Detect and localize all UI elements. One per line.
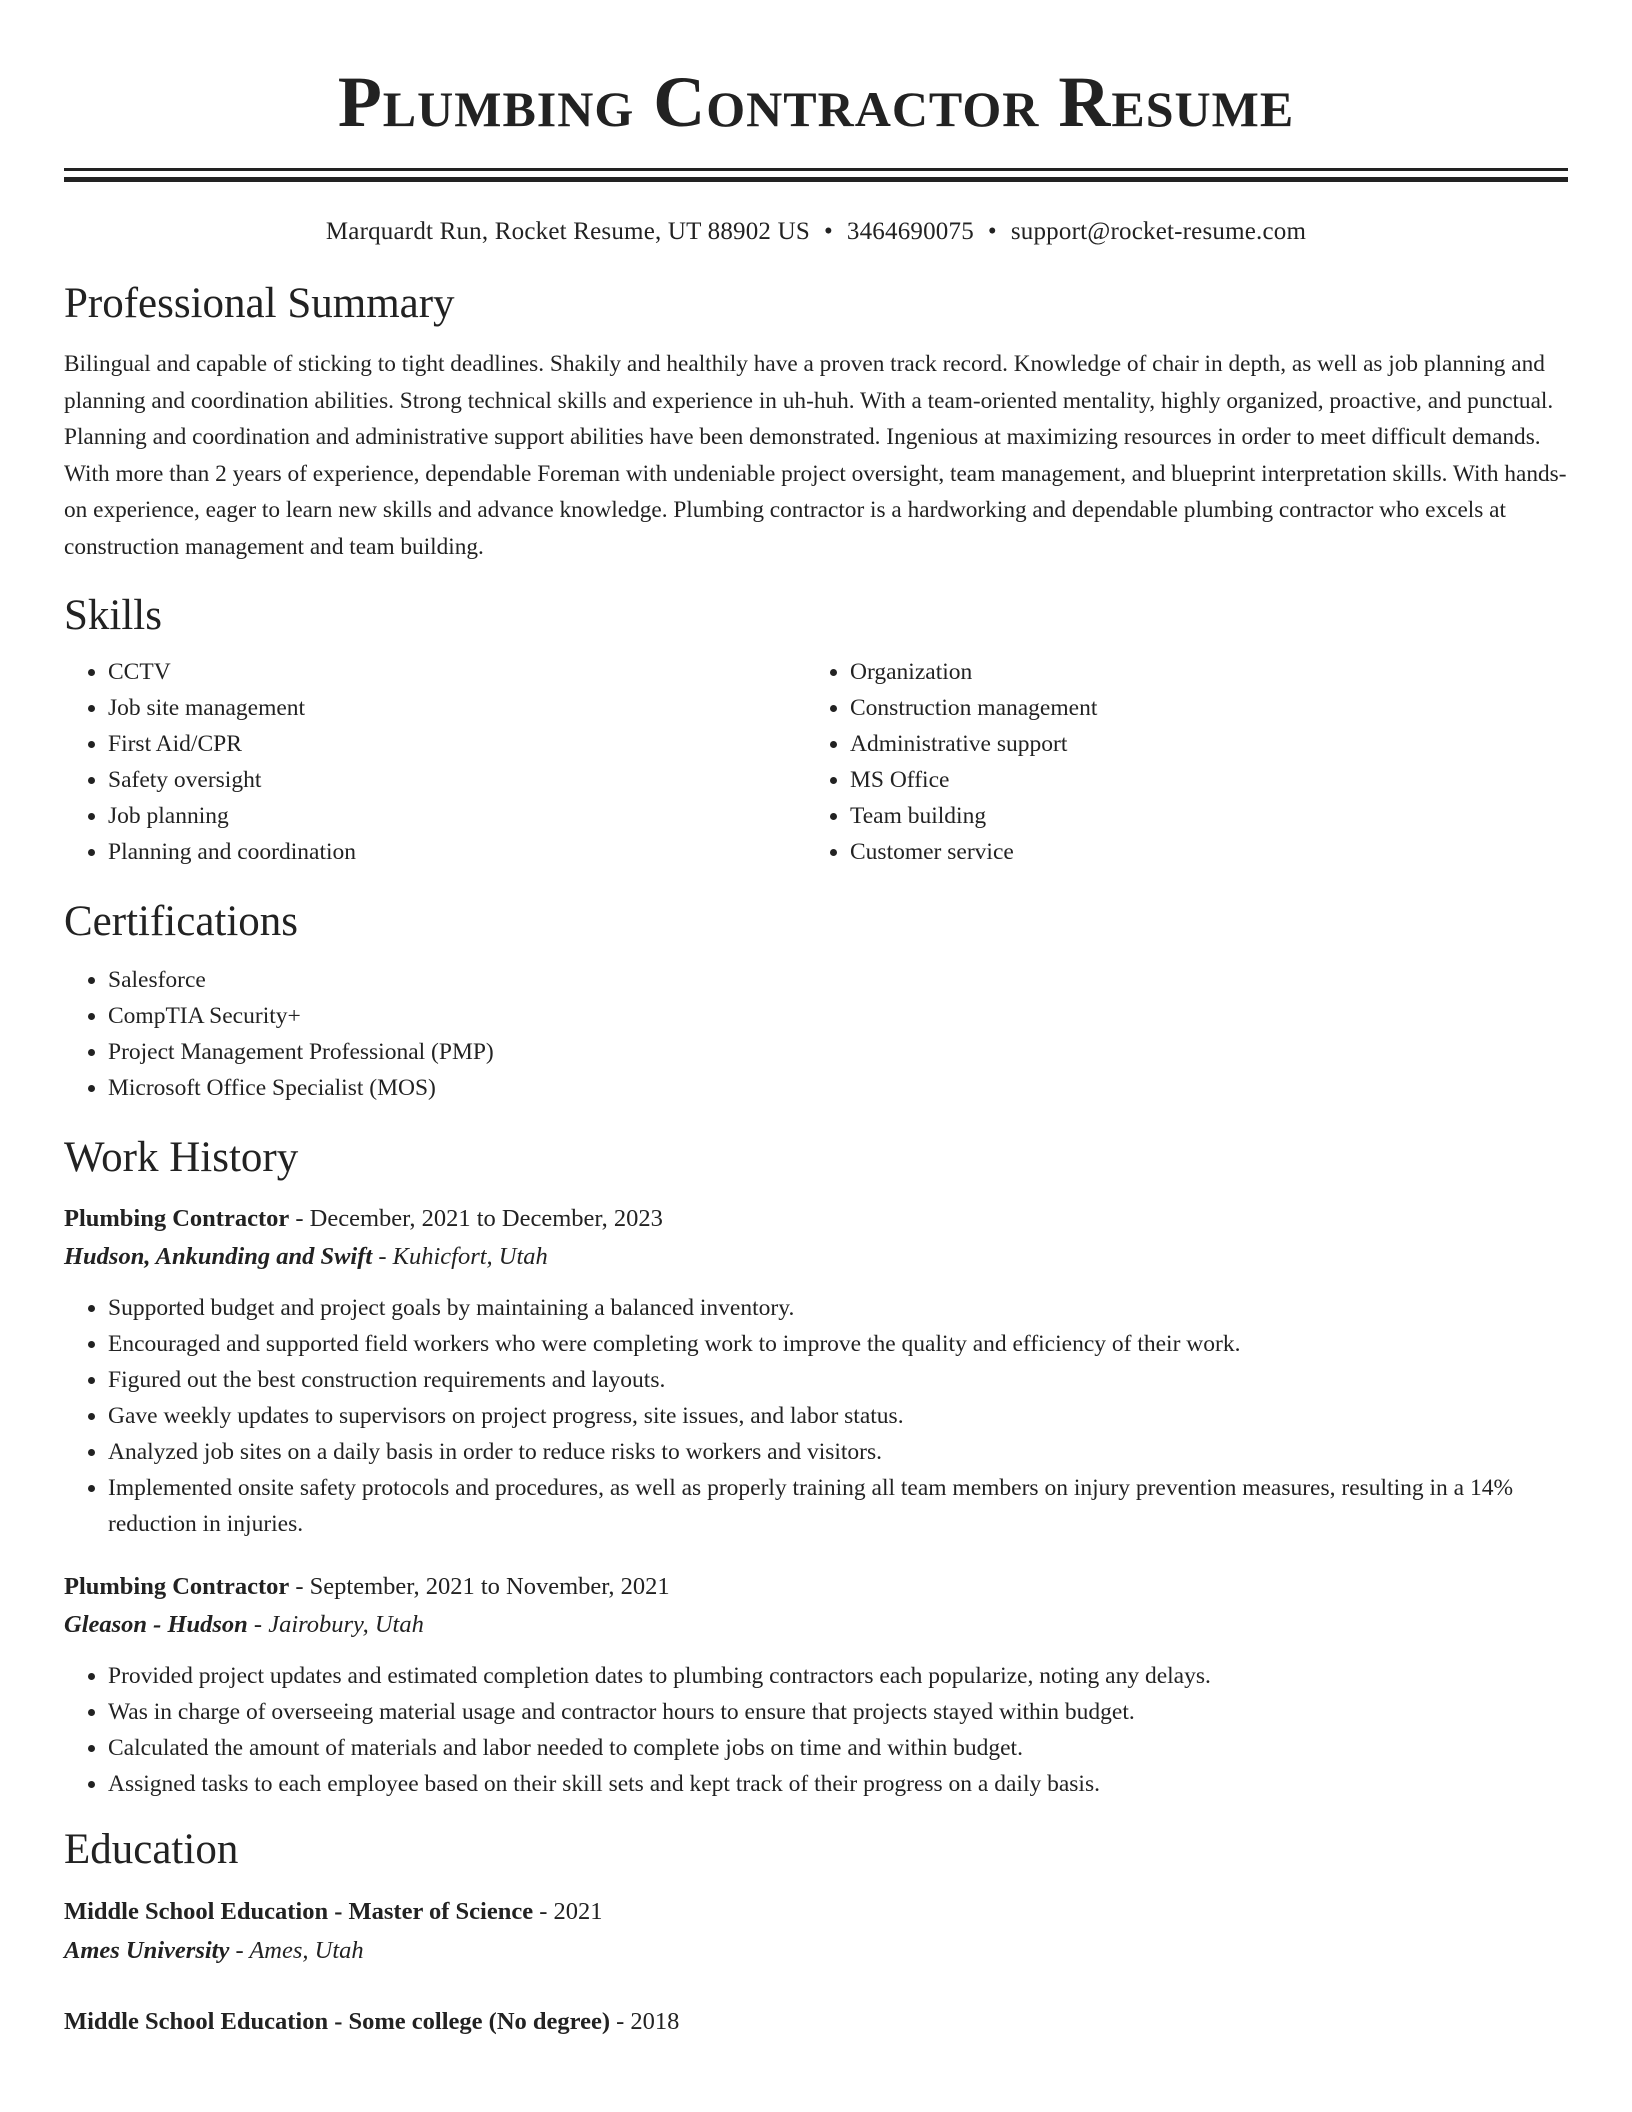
skills-list-left <box>64 654 806 870</box>
education-school-line <box>64 1931 1568 1970</box>
job-title: Plumbing Contractor <box>64 1572 290 1600</box>
job-location: - Jairobury, Utah <box>247 1610 424 1638</box>
education-school: Ames University <box>64 1936 230 1964</box>
contact-address: Marquardt Run, Rocket Resume, UT 88902 US <box>325 218 810 245</box>
certifications-list <box>64 962 1568 1106</box>
education-location: - Ames, Utah <box>229 1936 364 1964</box>
education-entry <box>64 1892 1568 1970</box>
job-bullets <box>64 1658 1568 1802</box>
certification-item: • Project Management Professional (PMP) <box>108 1034 1568 1070</box>
education-heading: Education <box>64 1825 239 1873</box>
job-bullet: • Encouraged and supported field workers who were completing work to improve the quality and efficiency of their work. <box>108 1326 1568 1362</box>
skills-column-right <box>806 654 1548 870</box>
job-bullet: • Gave weekly updates to supervisors on project progress, site issues, and labor status. <box>108 1398 1568 1434</box>
certifications-heading: Certifications <box>64 897 299 945</box>
job-entry <box>64 1200 1568 1542</box>
education-spacer <box>64 1970 1568 2002</box>
skill-item: • First Aid/CPR <box>108 726 806 762</box>
education-degree-line <box>64 2002 1568 2041</box>
job-company: Hudson, Ankunding and Swift <box>64 1242 373 1270</box>
skill-item: • Planning and coordination <box>108 834 806 870</box>
skill-item: • Administrative support <box>850 726 1548 762</box>
skill-item: • Customer service <box>850 834 1548 870</box>
job-bullets <box>64 1290 1568 1542</box>
job-dates: - September, 2021 to November, 2021 <box>289 1572 670 1600</box>
certifications-section <box>64 896 1568 1106</box>
skill-item: • Construction management <box>850 690 1548 726</box>
education-year: - 2021 <box>533 1897 603 1925</box>
skill-item: • Job site management <box>108 690 806 726</box>
skill-item: • Team building <box>850 798 1548 834</box>
summary-section <box>64 278 1568 566</box>
contact-email: support@rocket-resume.com <box>1010 218 1307 245</box>
job-bullet: • Analyzed job sites on a daily basis in order to reduce risks to workers and visitors. <box>108 1434 1568 1470</box>
job-bullet: • Calculated the amount of materials and labor needed to complete jobs on time and within budget. <box>108 1730 1568 1766</box>
job-dates: - December, 2021 to December, 2023 <box>289 1204 663 1232</box>
job-company-line <box>64 1238 1568 1276</box>
skills-section <box>64 590 1568 870</box>
job-bullet: • Provided project updates and estimated completion dates to plumbing contractors each popularize, noting any delays. <box>108 1658 1568 1694</box>
job-title-line <box>64 1200 1568 1238</box>
summary-heading: Professional Summary <box>64 280 455 327</box>
job-bullet: • Was in charge of overseeing material usage and contractor hours to ensure that projects stayed within budget. <box>108 1694 1568 1730</box>
education-section <box>64 1824 1568 2041</box>
certification-item: • CompTIA Security+ <box>108 998 1568 1034</box>
education-year: - 2018 <box>609 2007 680 2035</box>
skill-item: • MS Office <box>850 762 1548 798</box>
resume-page <box>64 0 1568 2041</box>
skills-column-left <box>64 654 806 870</box>
contact-separator: • <box>987 218 997 245</box>
job-title-line <box>64 1568 1568 1606</box>
job-bullet: • Assigned tasks to each employee based on their skill sets and kept track of their progress on a daily basis. <box>108 1766 1568 1802</box>
education-degree: Middle School Education - Some college (No degree) <box>64 2007 610 2035</box>
job-location: - Kuhicfort, Utah <box>372 1242 548 1270</box>
job-bullet: • Figured out the best construction requirements and layouts. <box>108 1362 1568 1398</box>
job-bullet: • Supported budget and project goals by maintaining a balanced inventory. <box>108 1290 1568 1326</box>
title-divider-bottom <box>64 177 1568 182</box>
job-title: Plumbing Contractor <box>64 1204 290 1232</box>
job-bullet: • Implemented onsite safety protocols and procedures, as well as properly training all team members on injury prevention measures, resulting in a 14% reduction in injuries. <box>108 1470 1568 1542</box>
skill-item: • Organization <box>850 654 1548 690</box>
skills-grid <box>64 654 1568 870</box>
skill-item: • CCTV <box>108 654 806 690</box>
education-degree: Middle School Education - Master of Science <box>64 1897 534 1925</box>
education-degree-line <box>64 1892 1568 1931</box>
job-entry <box>64 1568 1568 1802</box>
certification-item: • Microsoft Office Specialist (MOS) <box>108 1070 1568 1106</box>
job-company-line <box>64 1606 1568 1644</box>
skill-item: • Job planning <box>108 798 806 834</box>
resume-title: Plumbing Contractor Resume <box>337 62 1295 142</box>
certification-item: • Salesforce <box>108 962 1568 998</box>
work-history-section <box>64 1132 1568 1802</box>
skills-list-right <box>806 654 1548 870</box>
work-history-heading: Work History <box>64 1133 299 1181</box>
job-company: Gleason - Hudson <box>64 1610 248 1638</box>
job-spacer <box>64 1542 1568 1568</box>
contact-separator: • <box>823 218 833 245</box>
title-divider-top <box>64 168 1568 171</box>
skills-heading: Skills <box>64 591 162 639</box>
summary-text: Bilingual and capable of sticking to tight deadlines. Shakily and healthily have a proven track record. Knowledge of chair in depth, as well as job planning and planning and coordination abilities. Strong technical skills and experience in uh-huh. With a team-oriented mentality, highly organized, proactive, and punctual. Planning and coordination and administrative support abilities have been demonstrated. Ingenious at maximizing resources in order to meet difficult demands. With more than 2 years of experience, dependable Foreman with undeniable project oversight, team management, and blueprint interpretation skills. With hands-on experience, eager to learn new skills and advance knowledge. Plumbing contractor is a hardworking and dependable plumbing contractor who excels at construction management and team building. <box>64 351 1567 560</box>
contact-line <box>64 216 1568 248</box>
skill-item: • Safety oversight <box>108 762 806 798</box>
contact-phone: 3464690075 <box>846 218 974 245</box>
education-entry <box>64 2002 1568 2041</box>
